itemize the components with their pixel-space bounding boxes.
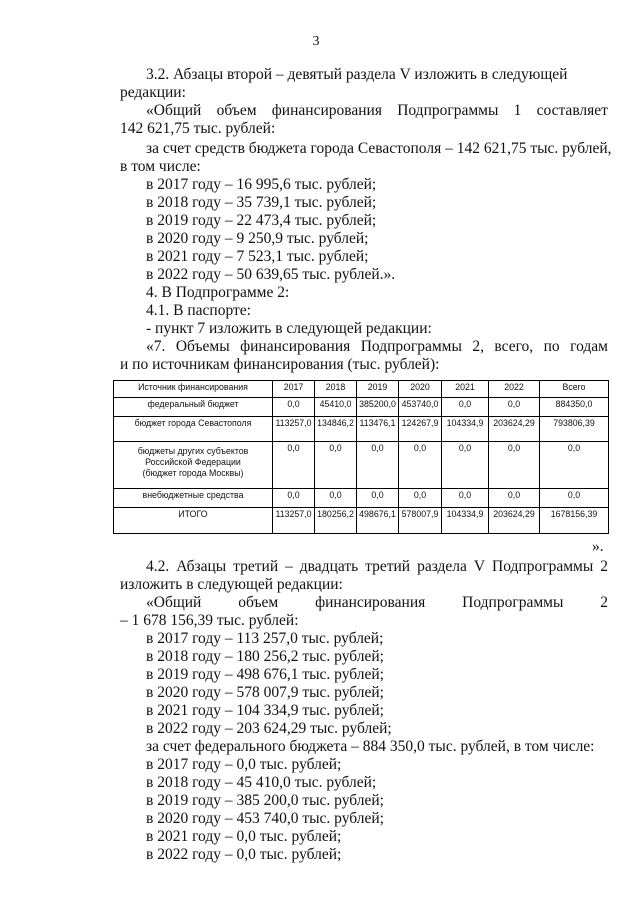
table-row [114, 442, 609, 489]
table-cell: 0,0 [489, 489, 540, 508]
word: двадцать [299, 558, 359, 575]
table-cell: 134846,2 [315, 417, 357, 442]
word: финансирования [240, 338, 351, 355]
table-header-cell: 2017 [273, 381, 315, 398]
word: 2, [472, 338, 484, 355]
word: третий [233, 558, 279, 575]
table-closing-quote: ». [592, 538, 604, 555]
table-cell: 104334,9 [442, 508, 489, 534]
table-row [114, 398, 609, 417]
table-cell: 113257,0 [273, 508, 315, 534]
year-line: в 2017 году – 0,0 тыс. рублей; [146, 756, 342, 773]
word: Подпрограммы [462, 594, 564, 611]
table-cell: 104334,9 [442, 417, 489, 442]
section-4-2-line-4: – 1 678 156,39 тыс. рублей: [120, 612, 299, 629]
table-cell: 0,0 [357, 442, 399, 489]
table-cell: 180256,2 [315, 508, 357, 534]
table-cell: 0,0 [540, 442, 609, 489]
table-header-cell: 2019 [357, 381, 399, 398]
table-cell: 0,0 [273, 489, 315, 508]
table-cell: 793806,39 [540, 417, 609, 442]
page-number: 3 [312, 34, 320, 49]
table-cell: 385200,0 [357, 398, 399, 417]
word: Подпрограммы [492, 558, 594, 575]
word: 2 [600, 594, 608, 611]
table-cell: 45410,0 [315, 398, 357, 417]
table-cell: 578007,9 [399, 508, 442, 534]
year-line: в 2020 году – 9 250,9 тыс. рублей; [146, 230, 369, 247]
table-source-cell: ИТОГО [114, 508, 273, 534]
word: составляет [536, 102, 608, 119]
table-source-cell: бюджет города Севастополя [114, 417, 273, 442]
table-cell: 498676,1 [357, 508, 399, 534]
section-3-2-line-2: редакции: [120, 84, 186, 101]
section-4-2-quote-line [146, 594, 608, 611]
table-cell: 0,0 [273, 442, 315, 489]
word: объем [216, 102, 257, 119]
table-cell: 113476,1 [357, 417, 399, 442]
section-3-2-line-4: 142 621,75 тыс. рублей: [120, 120, 276, 137]
table-row [114, 417, 609, 442]
table-cell: 1678156,39 [540, 508, 609, 534]
table-cell: 113257,0 [273, 417, 315, 442]
year-line: в 2018 году – 180 256,2 тыс. рублей; [146, 648, 384, 665]
section-3-2-line-5: за счет средств бюджета города Севастополя – 142 621,75 тыс. рублей, [146, 140, 612, 157]
year-line: в 2019 году – 498 676,1 тыс. рублей; [146, 666, 384, 683]
table-source-cell: федеральный бюджет [114, 398, 273, 417]
word: всего, [494, 338, 534, 355]
table-total-row [114, 508, 609, 534]
table-source-cell: бюджеты других субъектов Российской Федерации (бюджет города Москвы) [114, 442, 273, 489]
word: объем [238, 594, 279, 611]
year-line: в 2017 году – 113 257,0 тыс. рублей; [146, 630, 384, 647]
year-line: в 2020 году – 578 007,9 тыс. рублей; [146, 684, 384, 701]
table-cell: 0,0 [489, 398, 540, 417]
word: – [285, 558, 293, 575]
federal-budget-line: за счет федерального бюджета – 884 350,0 тыс. рублей, в том числе: [146, 738, 595, 755]
section-3-2-line-1: 3.2. Абзацы второй – девятый раздела V изложить в следующей [146, 66, 568, 83]
table-cell: 0,0 [489, 442, 540, 489]
table-header-cell: 2022 [489, 381, 540, 398]
word: Подпрограммы [360, 338, 462, 355]
word: третий [365, 558, 411, 575]
word: Абзацы [176, 558, 227, 575]
section-3-2-quote-line [146, 102, 608, 119]
year-line: в 2017 году – 16 995,6 тыс. рублей; [146, 176, 377, 193]
year-line: в 2018 году – 45 410,0 тыс. рублей; [146, 774, 377, 791]
table-cell: 0,0 [273, 398, 315, 417]
table-header-cell: 2018 [315, 381, 357, 398]
table-header-cell: 2021 [442, 381, 489, 398]
word: финансирования [271, 102, 382, 119]
table-cell: 453740,0 [399, 398, 442, 417]
table-cell: 0,0 [315, 489, 357, 508]
table-cell: 124267,9 [399, 417, 442, 442]
section-3-2-line-6: в том числе: [120, 158, 201, 175]
section-4-title: 4. В Подпрограмме 2: [146, 284, 290, 301]
word: Подпрограммы [397, 102, 499, 119]
table-row [114, 489, 609, 508]
year-line: в 2021 году – 7 523,1 тыс. рублей; [146, 248, 369, 265]
year-line: в 2020 году – 453 740,0 тыс. рублей; [146, 810, 384, 827]
word: «Общий [146, 102, 202, 119]
section-4-quote-line [146, 338, 608, 355]
table-cell: 203624,29 [489, 508, 540, 534]
year-line: в 2019 году – 22 473,4 тыс. рублей; [146, 212, 377, 229]
table-cell: 0,0 [399, 489, 442, 508]
table-cell: 0,0 [399, 442, 442, 489]
table-header-cell: Всего [540, 381, 609, 398]
financing-table [113, 380, 609, 534]
section-4-2-line-2: изложить в следующей редакции: [120, 576, 343, 593]
word: годам [570, 338, 608, 355]
table-cell: 884350,0 [540, 398, 609, 417]
year-line: в 2022 году – 0,0 тыс. рублей; [146, 846, 342, 863]
section-4-quote-line-2: и по источникам финансирования (тыс. рублей): [120, 356, 440, 373]
word: «7. [146, 338, 166, 355]
table-cell: 0,0 [442, 442, 489, 489]
table-header-row [114, 381, 609, 398]
word: Объемы [175, 338, 230, 355]
table-source-cell: внебюджетные средства [114, 489, 273, 508]
word: 4.2. [146, 558, 170, 575]
year-line: в 2019 году – 385 200,0 тыс. рублей; [146, 792, 384, 809]
word: 2 [600, 558, 608, 575]
section-4-1: 4.1. В паспорте: [146, 302, 251, 319]
word: V [473, 558, 486, 575]
section-4-1-item: - пункт 7 изложить в следующей редакции: [146, 320, 432, 337]
year-line: в 2022 году – 203 624,29 тыс. рублей; [146, 720, 392, 737]
word: 1 [513, 102, 522, 119]
table-cell: 0,0 [442, 398, 489, 417]
table-cell: 0,0 [540, 489, 609, 508]
word: по [543, 338, 560, 355]
table-header-cell: Источник финансирования [114, 381, 273, 398]
word: «Общий [146, 594, 202, 611]
year-line: в 2021 году – 104 334,9 тыс. рублей; [146, 702, 384, 719]
word: финансирования [315, 594, 426, 611]
section-4-2-line-1 [146, 558, 608, 575]
table-cell: 0,0 [315, 442, 357, 489]
word: раздела [417, 558, 467, 575]
table-cell: 0,0 [442, 489, 489, 508]
table-header-cell: 2020 [399, 381, 442, 398]
table-cell: 0,0 [357, 489, 399, 508]
year-line: в 2018 году – 35 739,1 тыс. рублей; [146, 194, 377, 211]
table-cell: 203624,29 [489, 417, 540, 442]
year-line: в 2022 году – 50 639,65 тыс. рублей.». [146, 266, 396, 283]
year-line: в 2021 году – 0,0 тыс. рублей; [146, 828, 342, 845]
